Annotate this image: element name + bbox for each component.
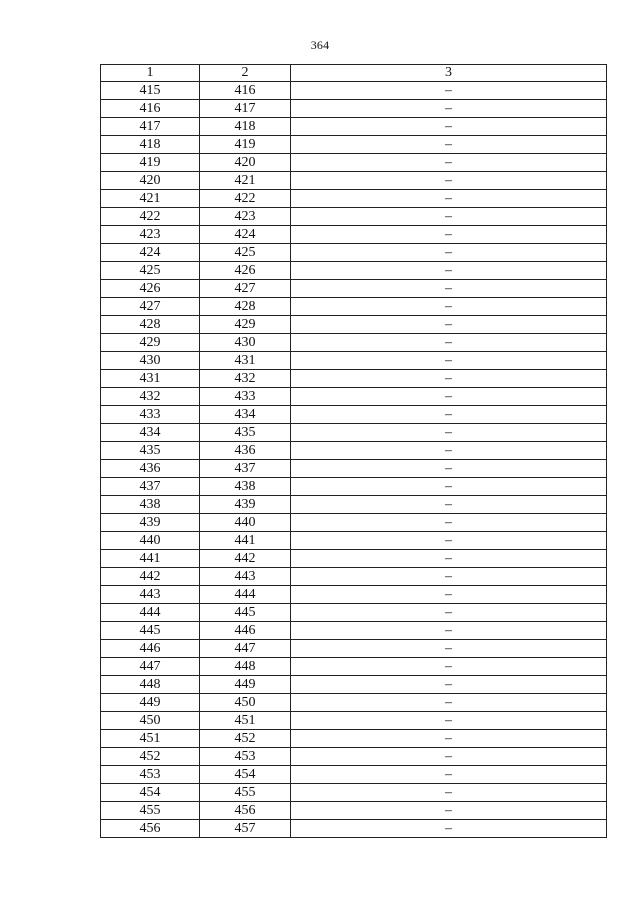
- table-row: [101, 784, 607, 802]
- table-cell-col-1: 452: [101, 748, 200, 766]
- table-cell-col-3: –: [291, 604, 607, 622]
- table-cell-col-1: 445: [101, 622, 200, 640]
- table-row: [101, 478, 607, 496]
- table-row: [101, 388, 607, 406]
- table-cell-col-1: 447: [101, 658, 200, 676]
- table-cell-col-3: –: [291, 154, 607, 172]
- table-cell-col-3: –: [291, 118, 607, 136]
- table-cell-col-2: 455: [200, 784, 291, 802]
- table-cell-col-3: –: [291, 802, 607, 820]
- table-cell-col-1: 421: [101, 190, 200, 208]
- table-cell-col-2: 420: [200, 154, 291, 172]
- table-cell-col-3: –: [291, 712, 607, 730]
- table-cell-col-2: 428: [200, 298, 291, 316]
- table-cell-col-3: –: [291, 442, 607, 460]
- table-row: [101, 496, 607, 514]
- table-cell-col-1: 429: [101, 334, 200, 352]
- table-cell-col-1: 453: [101, 766, 200, 784]
- table-row: [101, 676, 607, 694]
- table-cell-col-3: –: [291, 748, 607, 766]
- table-row: [101, 622, 607, 640]
- table-cell-col-3: –: [291, 550, 607, 568]
- table-row: [101, 640, 607, 658]
- table-cell-col-1: 448: [101, 676, 200, 694]
- table-cell-col-1: 423: [101, 226, 200, 244]
- table-cell-col-2: 437: [200, 460, 291, 478]
- table-cell-col-1: 435: [101, 442, 200, 460]
- column-header-2: 2: [200, 65, 291, 82]
- table-cell-col-2: 425: [200, 244, 291, 262]
- table-cell-col-3: –: [291, 208, 607, 226]
- table-cell-col-2: 456: [200, 802, 291, 820]
- table-row: [101, 604, 607, 622]
- table-cell-col-3: –: [291, 190, 607, 208]
- table-cell-col-2: 439: [200, 496, 291, 514]
- table-cell-col-3: –: [291, 784, 607, 802]
- table-cell-col-3: –: [291, 586, 607, 604]
- table-cell-col-2: 427: [200, 280, 291, 298]
- table-cell-col-1: 442: [101, 568, 200, 586]
- table-cell-col-2: 449: [200, 676, 291, 694]
- table-cell-col-2: 436: [200, 442, 291, 460]
- table-cell-col-1: 419: [101, 154, 200, 172]
- table-cell-col-1: 433: [101, 406, 200, 424]
- table-cell-col-1: 427: [101, 298, 200, 316]
- table-cell-col-2: 448: [200, 658, 291, 676]
- table-cell-col-3: –: [291, 820, 607, 838]
- table-cell-col-3: –: [291, 730, 607, 748]
- table-cell-col-2: 454: [200, 766, 291, 784]
- table-cell-col-3: –: [291, 262, 607, 280]
- table-cell-col-2: 442: [200, 550, 291, 568]
- table-cell-col-1: 441: [101, 550, 200, 568]
- table-row: [101, 514, 607, 532]
- table-cell-col-2: 417: [200, 100, 291, 118]
- table-cell-col-1: 434: [101, 424, 200, 442]
- table-cell-col-1: 428: [101, 316, 200, 334]
- table-cell-col-2: 452: [200, 730, 291, 748]
- table-cell-col-3: –: [291, 424, 607, 442]
- table-cell-col-3: –: [291, 172, 607, 190]
- table-cell-col-3: –: [291, 514, 607, 532]
- column-header-3: 3: [291, 65, 607, 82]
- table-cell-col-2: 432: [200, 370, 291, 388]
- table-cell-col-1: 456: [101, 820, 200, 838]
- table-cell-col-3: –: [291, 388, 607, 406]
- table-row: [101, 820, 607, 838]
- table-cell-col-3: –: [291, 334, 607, 352]
- table-cell-col-2: 434: [200, 406, 291, 424]
- table-cell-col-1: 415: [101, 82, 200, 100]
- table-cell-col-1: 454: [101, 784, 200, 802]
- table-row: [101, 352, 607, 370]
- table-cell-col-3: –: [291, 226, 607, 244]
- table-cell-col-2: 435: [200, 424, 291, 442]
- table-cell-col-1: 417: [101, 118, 200, 136]
- table-cell-col-1: 438: [101, 496, 200, 514]
- table-row: [101, 460, 607, 478]
- table-row: [101, 658, 607, 676]
- table-cell-col-2: 450: [200, 694, 291, 712]
- table-cell-col-3: –: [291, 658, 607, 676]
- table-cell-col-3: –: [291, 136, 607, 154]
- table-row: [101, 280, 607, 298]
- table-row: [101, 550, 607, 568]
- table-cell-col-3: –: [291, 640, 607, 658]
- table-cell-col-3: –: [291, 478, 607, 496]
- table-row: [101, 226, 607, 244]
- table-body: [101, 82, 607, 838]
- table-cell-col-2: 438: [200, 478, 291, 496]
- table-cell-col-1: 449: [101, 694, 200, 712]
- table-row: [101, 766, 607, 784]
- table-row: [101, 586, 607, 604]
- table-cell-col-2: 418: [200, 118, 291, 136]
- table-row: [101, 694, 607, 712]
- table-cell-col-3: –: [291, 82, 607, 100]
- table-row: [101, 136, 607, 154]
- table-cell-col-3: –: [291, 532, 607, 550]
- table-row: [101, 532, 607, 550]
- table-cell-col-1: 439: [101, 514, 200, 532]
- table-cell-col-2: 421: [200, 172, 291, 190]
- table-cell-col-1: 450: [101, 712, 200, 730]
- table-cell-col-2: 447: [200, 640, 291, 658]
- table-cell-col-1: 446: [101, 640, 200, 658]
- table-cell-col-1: 437: [101, 478, 200, 496]
- table-cell-col-2: 424: [200, 226, 291, 244]
- table-cell-col-2: 431: [200, 352, 291, 370]
- table-row: [101, 262, 607, 280]
- table-cell-col-2: 423: [200, 208, 291, 226]
- table-cell-col-2: 446: [200, 622, 291, 640]
- table-cell-col-3: –: [291, 568, 607, 586]
- table-cell-col-3: –: [291, 280, 607, 298]
- table-cell-col-2: 453: [200, 748, 291, 766]
- page-number: 364: [310, 38, 330, 52]
- table-row: [101, 712, 607, 730]
- table-cell-col-1: 416: [101, 100, 200, 118]
- table-cell-col-3: –: [291, 676, 607, 694]
- table-cell-col-1: 455: [101, 802, 200, 820]
- table-row: [101, 154, 607, 172]
- table-cell-col-2: 441: [200, 532, 291, 550]
- table-cell-col-1: 432: [101, 388, 200, 406]
- table-row: [101, 370, 607, 388]
- table-row: [101, 298, 607, 316]
- table-cell-col-2: 440: [200, 514, 291, 532]
- table-row: [101, 748, 607, 766]
- table-cell-col-3: –: [291, 100, 607, 118]
- table-cell-col-2: 451: [200, 712, 291, 730]
- column-header-1: 1: [101, 65, 200, 82]
- table-cell-col-3: –: [291, 298, 607, 316]
- table-cell-col-3: –: [291, 622, 607, 640]
- table-cell-col-1: 418: [101, 136, 200, 154]
- table-cell-col-2: 429: [200, 316, 291, 334]
- table-row: [101, 172, 607, 190]
- table-cell-col-3: –: [291, 406, 607, 424]
- table-cell-col-2: 422: [200, 190, 291, 208]
- table-cell-col-3: –: [291, 316, 607, 334]
- table-cell-col-1: 430: [101, 352, 200, 370]
- table-cell-col-2: 445: [200, 604, 291, 622]
- table-row: [101, 118, 607, 136]
- table-cell-col-2: 419: [200, 136, 291, 154]
- table-cell-col-1: 443: [101, 586, 200, 604]
- table-row: [101, 568, 607, 586]
- header-row: [101, 65, 607, 82]
- table-cell-col-1: 420: [101, 172, 200, 190]
- table-row: [101, 208, 607, 226]
- table-row: [101, 190, 607, 208]
- table-cell-col-1: 431: [101, 370, 200, 388]
- table-row: [101, 802, 607, 820]
- table-cell-col-3: –: [291, 694, 607, 712]
- table-cell-col-2: 416: [200, 82, 291, 100]
- table-cell-col-1: 422: [101, 208, 200, 226]
- table-row: [101, 316, 607, 334]
- table-cell-col-3: –: [291, 460, 607, 478]
- table-row: [101, 730, 607, 748]
- table-cell-col-2: 433: [200, 388, 291, 406]
- table-cell-col-1: 436: [101, 460, 200, 478]
- table-cell-col-2: 457: [200, 820, 291, 838]
- table-cell-col-1: 440: [101, 532, 200, 550]
- table-cell-col-1: 444: [101, 604, 200, 622]
- table-row: [101, 244, 607, 262]
- table-row: [101, 334, 607, 352]
- table-cell-col-1: 426: [101, 280, 200, 298]
- table-cell-col-3: –: [291, 244, 607, 262]
- table-header: [101, 65, 607, 82]
- table-cell-col-1: 424: [101, 244, 200, 262]
- table-row: [101, 442, 607, 460]
- table-row: [101, 406, 607, 424]
- table-cell-col-1: 451: [101, 730, 200, 748]
- table-row: [101, 82, 607, 100]
- table-cell-col-3: –: [291, 496, 607, 514]
- table-cell-col-3: –: [291, 766, 607, 784]
- data-table: [100, 64, 607, 838]
- table-row: [101, 100, 607, 118]
- table-cell-col-2: 426: [200, 262, 291, 280]
- table-cell-col-2: 444: [200, 586, 291, 604]
- table-cell-col-1: 425: [101, 262, 200, 280]
- table-cell-col-3: –: [291, 370, 607, 388]
- table-cell-col-3: –: [291, 352, 607, 370]
- table-row: [101, 424, 607, 442]
- table-cell-col-2: 443: [200, 568, 291, 586]
- table-cell-col-2: 430: [200, 334, 291, 352]
